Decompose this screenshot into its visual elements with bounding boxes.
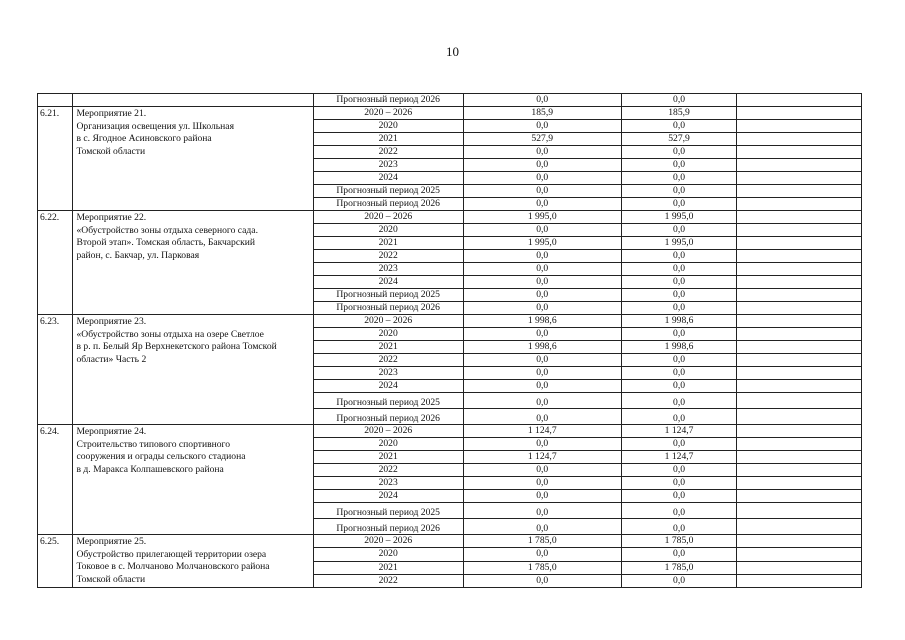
empty-cell <box>737 341 862 354</box>
amount-cell: 0,0 <box>621 328 737 341</box>
table-row <box>38 535 862 548</box>
description-line: Токовое в с. Молчаново Молчановского района <box>76 561 270 573</box>
empty-cell <box>737 289 862 302</box>
amount-cell: 1 124,7 <box>621 425 737 438</box>
amount-cell: 0,0 <box>621 367 737 380</box>
total-cell: 0,0 <box>463 477 621 490</box>
total-cell: 1 785,0 <box>463 535 621 548</box>
empty-cell <box>737 107 862 120</box>
period-cell: 2020 <box>313 224 463 237</box>
description-line: в с. Ягодное Асиновского района <box>76 133 212 145</box>
total-cell: 0,0 <box>463 328 621 341</box>
amount-cell: 0,0 <box>621 477 737 490</box>
period-cell: 2021 <box>313 561 463 574</box>
period-cell: 2020 – 2026 <box>313 425 463 438</box>
empty-cell <box>737 328 862 341</box>
amount-cell: 0,0 <box>621 250 737 263</box>
period-cell: Прогнозный период 2025 <box>313 503 463 519</box>
total-cell: 527,9 <box>463 133 621 146</box>
total-cell: 0,0 <box>463 354 621 367</box>
empty-cell <box>737 409 862 425</box>
empty-cell <box>737 490 862 503</box>
page-number: 10 <box>446 44 459 59</box>
table-row <box>38 315 862 328</box>
amount-cell: 0,0 <box>621 198 737 211</box>
empty-cell <box>737 172 862 185</box>
measure-number: 6.21. <box>38 107 73 211</box>
description-line: Мероприятие 22. <box>76 212 147 223</box>
total-cell: 1 785,0 <box>463 561 621 574</box>
description-line: район, с. Бакчар, ул. Парковая <box>76 249 200 261</box>
empty-cell <box>737 519 862 535</box>
amount-cell: 0,0 <box>621 503 737 519</box>
amount-cell: 0,0 <box>621 302 737 315</box>
period-cell: 2020 – 2026 <box>313 315 463 328</box>
table-row <box>38 107 862 120</box>
amount-cell: 0,0 <box>621 159 737 172</box>
measure-description <box>73 425 313 535</box>
total-cell: 0,0 <box>463 146 621 159</box>
description-line: сооружения и ограды сельского стадиона <box>76 451 246 463</box>
empty-cell <box>737 224 862 237</box>
measure-description <box>73 211 313 315</box>
amount-cell: 1 998,6 <box>621 341 737 354</box>
amount-cell: 0,0 <box>621 185 737 198</box>
description-line: Второй этап». Томская область, Бакчарский <box>76 237 256 249</box>
period-cell: Прогнозный период 2026 <box>313 519 463 535</box>
total-cell: 0,0 <box>463 263 621 276</box>
empty-cell <box>737 211 862 224</box>
total-cell: 0,0 <box>463 250 621 263</box>
amount-cell: 0,0 <box>621 393 737 409</box>
period-cell: Прогнозный период 2025 <box>313 289 463 302</box>
amount-cell: 0,0 <box>621 354 737 367</box>
period-cell: 2021 <box>313 237 463 250</box>
description-line: области» Часть 2 <box>76 353 147 365</box>
description-line: Мероприятие 24. <box>76 426 147 437</box>
description-line: Мероприятие 23. <box>76 316 147 327</box>
empty-cell <box>737 120 862 133</box>
description-line: Мероприятие 21. <box>76 108 147 119</box>
amount-cell: 0,0 <box>621 263 737 276</box>
measure-description <box>73 535 313 588</box>
period-cell: 2021 <box>313 451 463 464</box>
period-cell: 2020 – 2026 <box>313 211 463 224</box>
empty-cell <box>737 477 862 490</box>
amount-cell: 0,0 <box>621 94 737 107</box>
empty-cell <box>737 198 862 211</box>
empty-cell <box>38 94 73 107</box>
amount-cell: 0,0 <box>621 519 737 535</box>
total-cell: 0,0 <box>463 276 621 289</box>
amount-cell: 0,0 <box>621 380 737 393</box>
period-cell: 2024 <box>313 276 463 289</box>
total-cell: 0,0 <box>463 302 621 315</box>
measure-number: 6.25. <box>38 535 73 588</box>
description-line: «Обустройство зоны отдыха на озере Светлое <box>76 328 264 340</box>
period-cell: 2021 <box>313 133 463 146</box>
amount-cell: 0,0 <box>621 146 737 159</box>
amount-cell: 0,0 <box>621 224 737 237</box>
period-cell: 2020 – 2026 <box>313 535 463 548</box>
total-cell: 0,0 <box>463 289 621 302</box>
empty-cell <box>737 393 862 409</box>
total-cell: 0,0 <box>463 548 621 561</box>
table-row <box>38 425 862 438</box>
measure-number: 6.24. <box>38 425 73 535</box>
empty-cell <box>737 575 862 588</box>
amount-cell: 0,0 <box>621 276 737 289</box>
total-cell: 0,0 <box>463 159 621 172</box>
period-cell: 2022 <box>313 354 463 367</box>
period-cell: 2021 <box>313 341 463 354</box>
budget-table <box>37 93 862 588</box>
total-cell: 0,0 <box>463 367 621 380</box>
empty-cell <box>737 503 862 519</box>
period-cell: Прогнозный период 2026 <box>313 302 463 315</box>
empty-cell <box>737 133 862 146</box>
period-cell: 2022 <box>313 146 463 159</box>
description-line: Томской области <box>76 145 146 157</box>
period-cell: Прогнозный период 2025 <box>313 393 463 409</box>
amount-cell: 0,0 <box>621 548 737 561</box>
measure-number: 6.23. <box>38 315 73 425</box>
amount-cell: 0,0 <box>621 575 737 588</box>
empty-cell <box>737 159 862 172</box>
empty-cell <box>737 94 862 107</box>
empty-cell <box>737 425 862 438</box>
period-cell: 2020 <box>313 548 463 561</box>
period-cell: 2022 <box>313 464 463 477</box>
empty-cell <box>737 464 862 477</box>
description-line: Организация освещения ул. Школьная <box>76 120 234 132</box>
total-cell: 1 124,7 <box>463 451 621 464</box>
description-line: Мероприятие 25. <box>76 536 147 547</box>
table-row <box>38 211 862 224</box>
empty-cell <box>737 276 862 289</box>
period-cell: Прогнозный период 2025 <box>313 185 463 198</box>
period-cell: 2024 <box>313 172 463 185</box>
description-line: Обустройство прилегающей территории озера <box>76 548 267 560</box>
amount-cell: 1 995,0 <box>621 211 737 224</box>
period-cell: 2020 – 2026 <box>313 107 463 120</box>
total-cell: 1 998,6 <box>463 341 621 354</box>
period-cell: 2020 <box>313 438 463 451</box>
empty-cell <box>737 535 862 548</box>
amount-cell: 527,9 <box>621 133 737 146</box>
total-cell: 0,0 <box>463 503 621 519</box>
period-cell: 2020 <box>313 328 463 341</box>
total-cell: 0,0 <box>463 490 621 503</box>
period-cell: Прогнозный период 2026 <box>313 409 463 425</box>
total-cell: 1 124,7 <box>463 425 621 438</box>
total-cell: 0,0 <box>463 172 621 185</box>
empty-cell <box>737 380 862 393</box>
empty-cell <box>737 315 862 328</box>
period-cell: Прогнозный период 2026 <box>313 94 463 107</box>
total-cell: 0,0 <box>463 380 621 393</box>
total-cell: 1 998,6 <box>463 315 621 328</box>
total-cell: 0,0 <box>463 185 621 198</box>
empty-cell <box>737 146 862 159</box>
description-line: Томской области <box>76 573 146 585</box>
amount-cell: 0,0 <box>621 289 737 302</box>
period-cell: 2023 <box>313 263 463 276</box>
empty-cell <box>737 367 862 380</box>
total-cell: 0,0 <box>463 409 621 425</box>
amount-cell: 0,0 <box>621 120 737 133</box>
amount-cell: 0,0 <box>621 490 737 503</box>
amount-cell: 0,0 <box>621 409 737 425</box>
total-cell: 0,0 <box>463 198 621 211</box>
amount-cell: 1 995,0 <box>621 237 737 250</box>
measure-description <box>73 315 313 425</box>
empty-cell <box>737 451 862 464</box>
period-cell: 2022 <box>313 250 463 263</box>
empty-cell <box>73 94 313 107</box>
empty-cell <box>737 354 862 367</box>
empty-cell <box>737 302 862 315</box>
total-cell: 0,0 <box>463 120 621 133</box>
total-cell: 0,0 <box>463 464 621 477</box>
empty-cell <box>737 185 862 198</box>
description-line: Строительство типового спортивного <box>76 438 231 450</box>
description-line: в р. п. Белый Яр Верхнекетского района Томской <box>76 341 277 353</box>
empty-cell <box>737 250 862 263</box>
empty-cell <box>737 438 862 451</box>
description-line: «Обустройство зоны отдыха северного сада. <box>76 224 258 236</box>
total-cell: 0,0 <box>463 94 621 107</box>
amount-cell: 1 785,0 <box>621 561 737 574</box>
empty-cell <box>737 548 862 561</box>
period-cell: 2023 <box>313 477 463 490</box>
total-cell: 0,0 <box>463 519 621 535</box>
total-cell: 0,0 <box>463 438 621 451</box>
total-cell: 0,0 <box>463 575 621 588</box>
period-cell: 2020 <box>313 120 463 133</box>
total-cell: 1 995,0 <box>463 211 621 224</box>
amount-cell: 1 124,7 <box>621 451 737 464</box>
amount-cell: 1 785,0 <box>621 535 737 548</box>
amount-cell: 185,9 <box>621 107 737 120</box>
amount-cell: 0,0 <box>621 172 737 185</box>
amount-cell: 0,0 <box>621 438 737 451</box>
total-cell: 185,9 <box>463 107 621 120</box>
empty-cell <box>737 237 862 250</box>
period-cell: 2023 <box>313 159 463 172</box>
total-cell: 0,0 <box>463 224 621 237</box>
table-row <box>38 94 862 107</box>
amount-cell: 0,0 <box>621 464 737 477</box>
period-cell: 2024 <box>313 490 463 503</box>
period-cell: Прогнозный период 2026 <box>313 198 463 211</box>
period-cell: 2022 <box>313 575 463 588</box>
amount-cell: 1 998,6 <box>621 315 737 328</box>
total-cell: 1 995,0 <box>463 237 621 250</box>
measure-description <box>73 107 313 211</box>
description-line: в д. Маракса Колпашевского района <box>76 463 224 475</box>
total-cell: 0,0 <box>463 393 621 409</box>
period-cell: 2023 <box>313 367 463 380</box>
empty-cell <box>737 561 862 574</box>
period-cell: 2024 <box>313 380 463 393</box>
empty-cell <box>737 263 862 276</box>
measure-number: 6.22. <box>38 211 73 315</box>
